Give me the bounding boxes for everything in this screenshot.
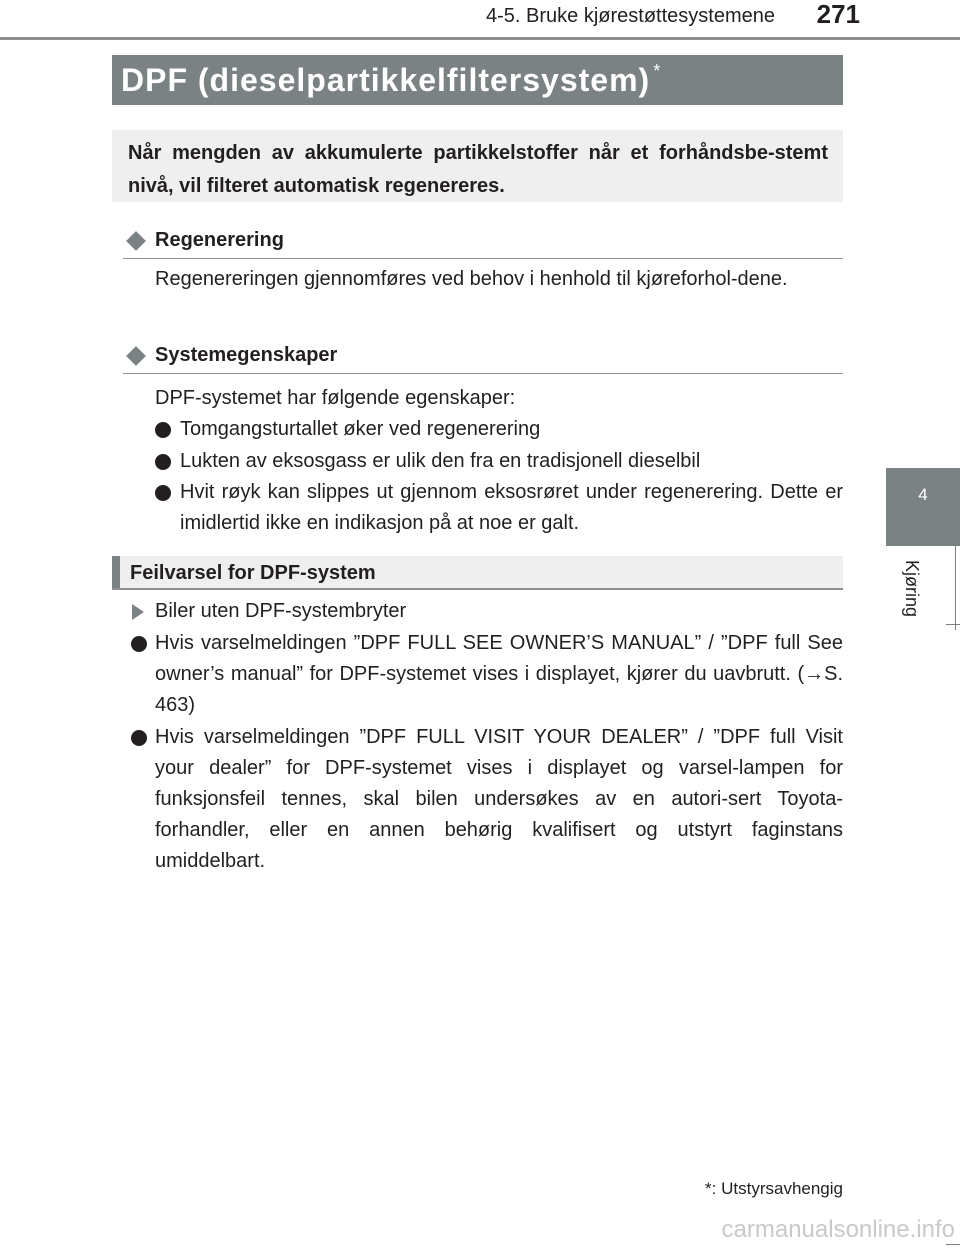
triangle-right-icon (132, 604, 144, 620)
list-item (131, 628, 843, 721)
side-tick-bottom (946, 1244, 960, 1245)
bullet-icon (155, 485, 171, 501)
bullet-icon (155, 454, 171, 470)
title-footnote-marker: * (653, 61, 662, 81)
bullet-icon (131, 636, 147, 652)
subheading-systemegenskaper-text: Systemegenskaper (155, 344, 338, 366)
fault-subheading: Biler uten DPF-systembryter (155, 600, 407, 622)
chapter-label: Kjøring (902, 560, 922, 618)
list-item-text: Tomgangsturtallet øker ved regenerering (180, 418, 541, 440)
running-header-section: 4-5. Bruke kjørestøttesystemene (486, 5, 775, 27)
page-title-text: DPF (dieselpartikkelfiltersystem) (121, 62, 651, 98)
diamond-icon (126, 231, 146, 251)
side-tab-line (955, 546, 956, 630)
diamond-icon (126, 346, 146, 366)
list-item-text: Hvit røyk kan slippes ut gjennom eksosrøret under regenerering. Dette er imidlertid ikke en indikasjon på at noe er galt. (180, 481, 843, 534)
header-rule (0, 37, 960, 40)
list-item (131, 722, 843, 877)
section-heading-feilvarsel-text: Feilvarsel for DPF-system (130, 562, 376, 584)
regenerering-body: Regenereringen gjennomføres ved behov i henhold til kjøreforhol-dene. (155, 268, 788, 290)
list-item-text: Hvis varselmeldingen ”DPF FULL SEE OWNER’S MANUAL” / ”DPF full See owner’s manual” for DPF-systemet vises i displayet, kjører du uavbrutt. (→S. 463) (155, 632, 843, 716)
footnote: *: Utstyrsavhengig (705, 1179, 843, 1198)
title-bar (112, 55, 843, 105)
section-heading-feilvarsel (112, 556, 843, 590)
list-item (155, 414, 843, 445)
list-item (155, 477, 843, 539)
page-title (121, 63, 661, 102)
side-tick-top (946, 624, 960, 625)
intro-box (112, 130, 843, 202)
chapter-tab (886, 468, 960, 546)
chapter-label-wrap (880, 546, 928, 626)
list-item-text: Hvis varselmeldingen ”DPF FULL VISIT YOUR DEALER” / ”DPF full Visit your dealer” for DPF-systemet vises i displayet og varsel-lampen for funksjonsfeil tennes, skal bilen undersøkes av en autori-sert Toyota-forhandler, eller en annen behørig kvalifisert og utstyrt faginstans umiddelbart. (155, 726, 843, 872)
systemegenskaper-lead: DPF-systemet har følgende egenskaper: (155, 387, 516, 409)
chapter-number: 4 (918, 485, 928, 504)
page-number: 271 (816, 0, 860, 29)
subheading-systemegenskaper (123, 341, 843, 374)
bullet-icon (131, 730, 147, 746)
heading-accent-bar (112, 556, 120, 588)
intro-text: Når mengden av akkumulerte partikkelstoffer når et forhåndsbe-stemt nivå, vil filteret automatisk regenereres. (128, 142, 828, 197)
list-item (155, 446, 843, 477)
watermark: carmanualsonline.info (721, 1216, 955, 1243)
bullet-icon (155, 422, 171, 438)
list-item-text: Lukten av eksosgass er ulik den fra en tradisjonell dieselbil (180, 450, 701, 472)
subheading-regenerering-text: Regenerering (155, 229, 284, 251)
subheading-regenerering (123, 226, 843, 259)
